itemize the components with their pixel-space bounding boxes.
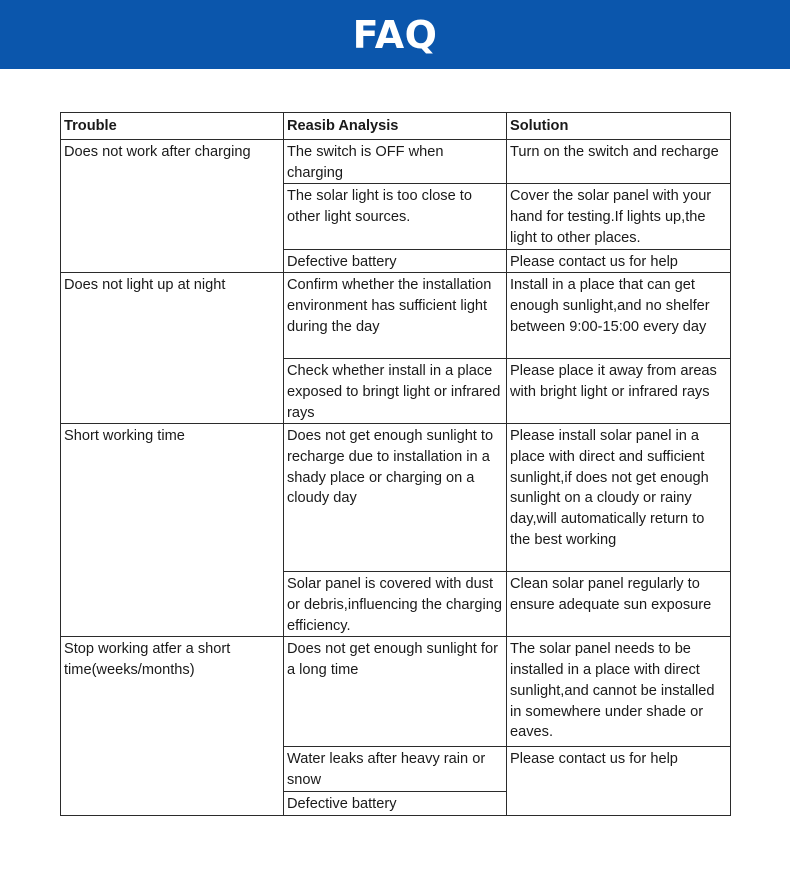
solution-cell: Please place it away from areas with bright light or infrared rays <box>507 359 731 424</box>
analysis-cell: Check whether install in a place exposed to bringt light or infrared rays <box>284 359 507 424</box>
analysis-cell: The switch is OFF when charging <box>284 140 507 184</box>
solution-cell: Turn on the switch and recharge <box>507 140 731 184</box>
trouble-cell: Short working time <box>61 424 284 637</box>
faq-table <box>60 112 731 816</box>
trouble-cell: Does not work after charging <box>61 140 284 273</box>
analysis-cell: Solar panel is covered with dust or debris,influencing the charging efficiency. <box>284 572 507 637</box>
solution-cell: Please contact us for help <box>507 249 731 273</box>
analysis-cell: The solar light is too close to other light sources. <box>284 184 507 249</box>
table-header-row <box>61 113 731 140</box>
analysis-cell: Defective battery <box>284 249 507 273</box>
solution-cell: Please install solar panel in a place with direct and sufficient sunlight,if does not get enough sunlight on a cloudy or rainy day,will automatically return to the best working <box>507 424 731 572</box>
page-title: FAQ <box>352 12 438 57</box>
trouble-cell: Does not light up at night <box>61 273 284 424</box>
table-row <box>61 424 731 572</box>
solution-cell: Install in a place that can get enough sunlight,and no shelfer between 9:00-15:00 every day <box>507 273 731 359</box>
header-analysis: Reasib Analysis <box>284 113 507 140</box>
header-trouble: Trouble <box>61 113 284 140</box>
analysis-cell: Does not get enough sunlight to recharge due to installation in a shady place or charging on a cloudy day <box>284 424 507 572</box>
analysis-cell: Does not get enough sunlight for a long time <box>284 637 507 747</box>
solution-cell: Clean solar panel regularly to ensure adequate sun exposure <box>507 572 731 637</box>
analysis-cell: Defective battery <box>284 791 507 815</box>
solution-cell: Cover the solar panel with your hand for testing.If lights up,the light to other places. <box>507 184 731 249</box>
solution-cell: The solar panel needs to be installed in a place with direct sunlight,and cannot be installed in somewhere under shade or eaves. <box>507 637 731 747</box>
table-row <box>61 273 731 359</box>
table-row <box>61 140 731 184</box>
header-solution: Solution <box>507 113 731 140</box>
trouble-cell: Stop working atfer a short time(weeks/months) <box>61 637 284 815</box>
analysis-cell: Confirm whether the installation environment has sufficient light during the day <box>284 273 507 359</box>
faq-banner <box>0 0 790 69</box>
solution-cell: Please contact us for help <box>507 747 731 815</box>
analysis-cell: Water leaks after heavy rain or snow <box>284 747 507 791</box>
table-row <box>61 637 731 747</box>
